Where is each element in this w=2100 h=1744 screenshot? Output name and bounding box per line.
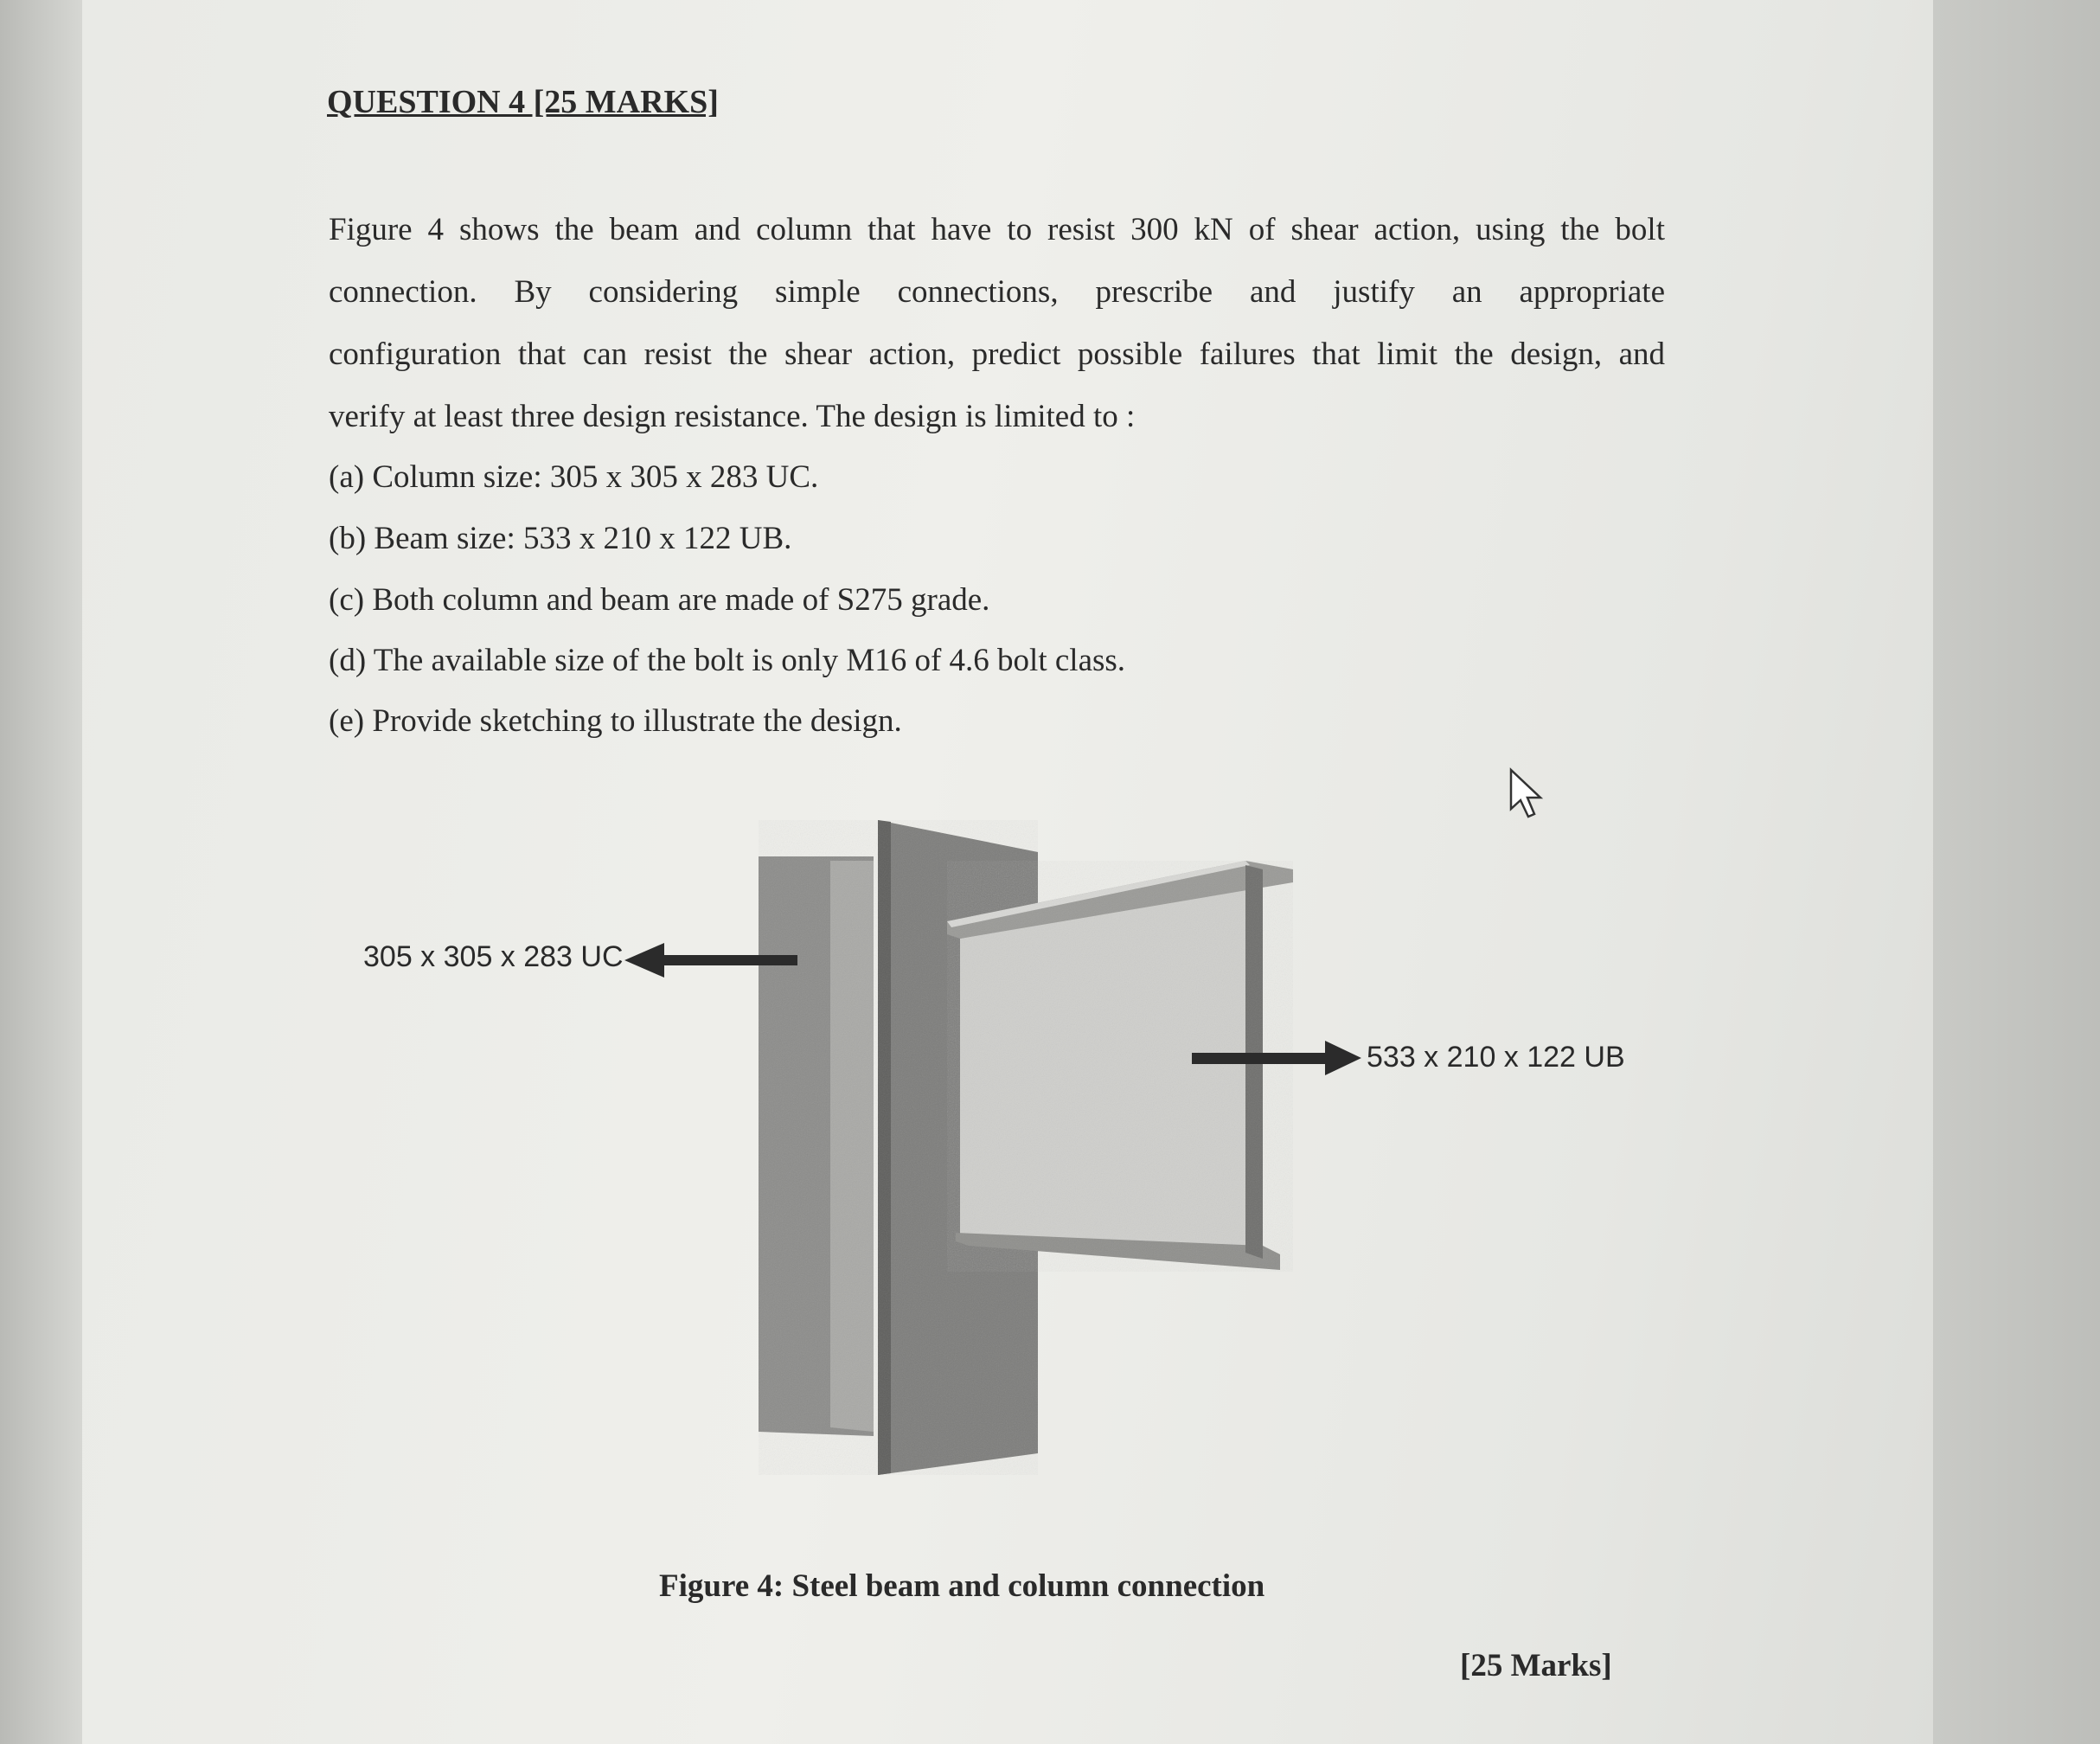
beam <box>947 861 1293 1272</box>
paragraph-line-3: configuration that can resist the shear action, predict possible failures that limit the design, and <box>329 337 1665 372</box>
mouse-cursor-icon <box>1511 770 1540 817</box>
item-a: (a) Column size: 305 x 305 x 283 UC. <box>329 459 819 495</box>
beam-label: 533 x 210 x 122 UB <box>1367 1041 1625 1074</box>
paragraph-line-1: Figure 4 shows the beam and column that have to resist 300 kN of shear action, using the bolt <box>329 212 1665 247</box>
figure-caption: Figure 4: Steel beam and column connection <box>659 1568 1265 1604</box>
question-title: QUESTION 4 [25 MARKS] <box>327 84 719 120</box>
total-marks: [25 Marks] <box>1460 1648 1612 1683</box>
item-d: (d) The available size of the bolt is only M16 of 4.6 bolt class. <box>329 643 1126 678</box>
column-label: 305 x 305 x 283 UC <box>363 940 624 973</box>
item-e: (e) Provide sketching to illustrate the design. <box>329 703 902 739</box>
paragraph-line-2: connection. By considering simple connections, prescribe and justify an appropriate <box>329 274 1665 310</box>
item-b: (b) Beam size: 533 x 210 x 122 UB. <box>329 521 792 556</box>
item-c: (c) Both column and beam are made of S275 grade. <box>329 582 990 618</box>
paragraph-line-4: verify at least three design resistance. The design is limited to : <box>329 399 1136 434</box>
